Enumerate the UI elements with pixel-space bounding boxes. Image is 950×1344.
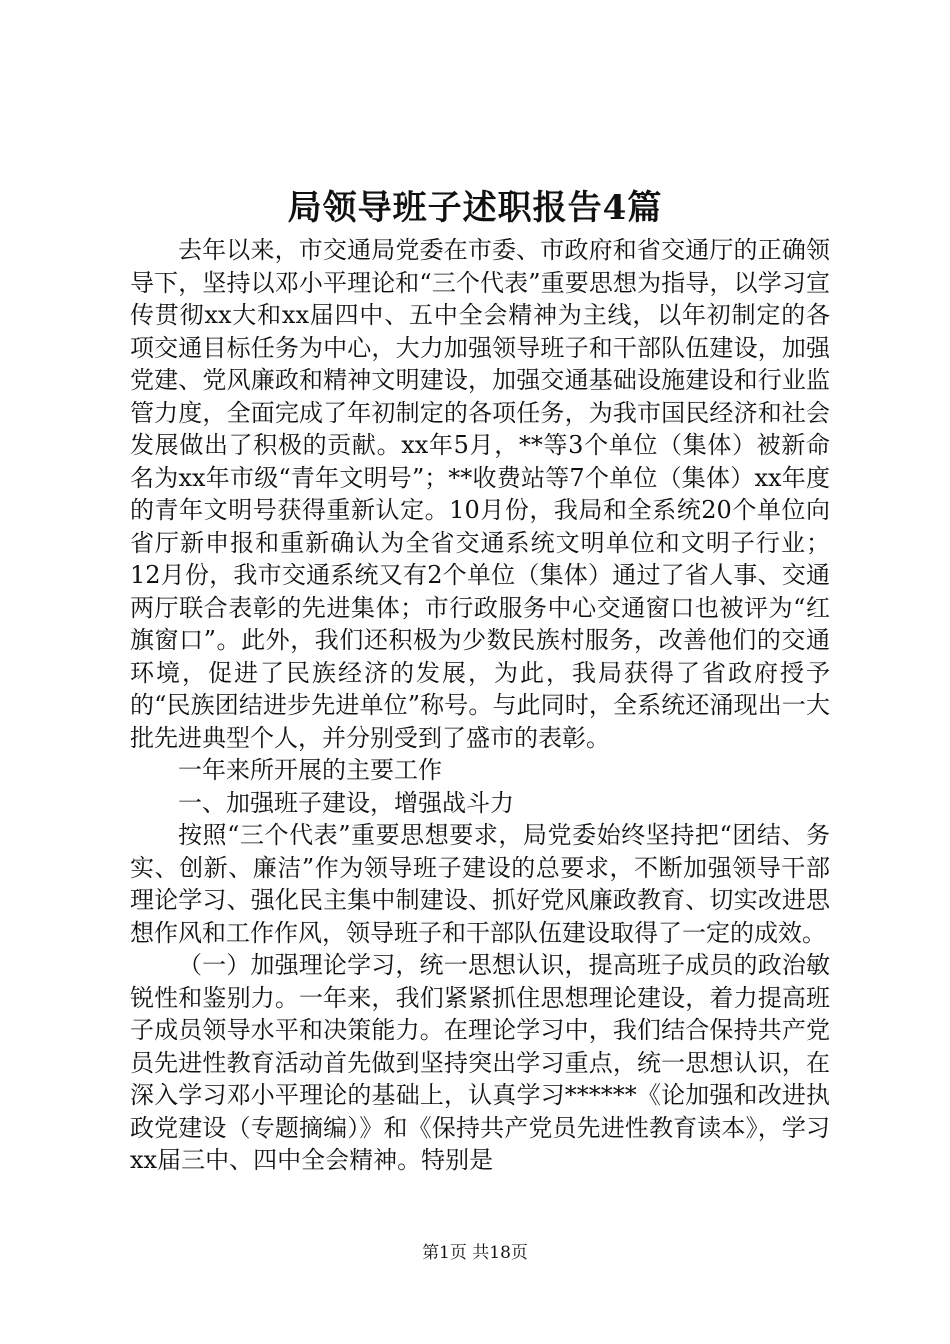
paragraph-section-one-body: 按照“三个代表”重要思想要求，局党委始终坚持把“团结、务实、创新、廉洁”作为领导班子建设的总要求，不断加强领导干部理论学习、强化民主集中制建设、抓好党风廉政教育、切实改进思想作风和工作作风，领导班子和干部队伍建设取得了一定的成效。 [130,821,830,947]
paragraph-heading-section-one: 一、加强班子建设，增强战斗力 [178,788,514,817]
paragraph-subsection-one: （一）加强理论学习，统一思想认识，提高班子成员的政治敏锐性和鉴别力。一年来，我们紧紧抓住思想理论建设，着力提高班子成员领导水平和决策能力。在理论学习中，我们结合保持共产党员先进性教育活动首先做到坚持突出学习重点，统一思想认识，在深入学习邓小平理论的基础上，认真学习******《论加强和改进执政党建设（专题摘编）》和《保持共产党员先进性教育读本》，学习xx届三中、四中全会精神。特别是 [130,951,830,1174]
document-body [130,234,830,1177]
paragraph-intro: 去年以来，市交通局党委在市委、市政府和省交通厅的正确领导下，坚持以邓小平理论和“三个代表”重要思想为指导，以学习宣传贯彻xx大和xx届四中、五中全会精神为主线，以年初制定的各项交通目标任务为中心，大力加强领导班子和干部队伍建设，加强党建、党风廉政和精神文明建设，加强交通基础设施建设和行业监管力度，全面完成了年初制定的各项任务，为我市国民经济和社会发展做出了积极的贡献。xx年5月，**等3个单位（集体）被新命名为xx年市级“青年文明号”；**收费站等7个单位（集体）xx年度的青年文明号获得重新认定。10月份，我局和全系统20个单位向省厅新申报和重新确认为全省交通系统文明单位和文明子行业；12月份，我市交通系统又有2个单位（集体）通过了省人事、交通两厅联合表彰的先进集体；市行政服务中心交通窗口也被评为“红旗窗口”。此外，我们还积极为少数民族村服务，改善他们的交通环境，促进了民族经济的发展，为此，我局获得了省政府授予的“民族团结进步先进单位”称号。与此同时，全系统还涌现出一大批先进典型个人，并分别受到了盛市的表彰。 [130,236,830,752]
page-number: 第1页 共18页 [422,1243,528,1263]
paragraph-heading-main-work: 一年来所开展的主要工作 [178,756,442,784]
document-title: 局领导班子述职报告4篇 [287,188,663,228]
